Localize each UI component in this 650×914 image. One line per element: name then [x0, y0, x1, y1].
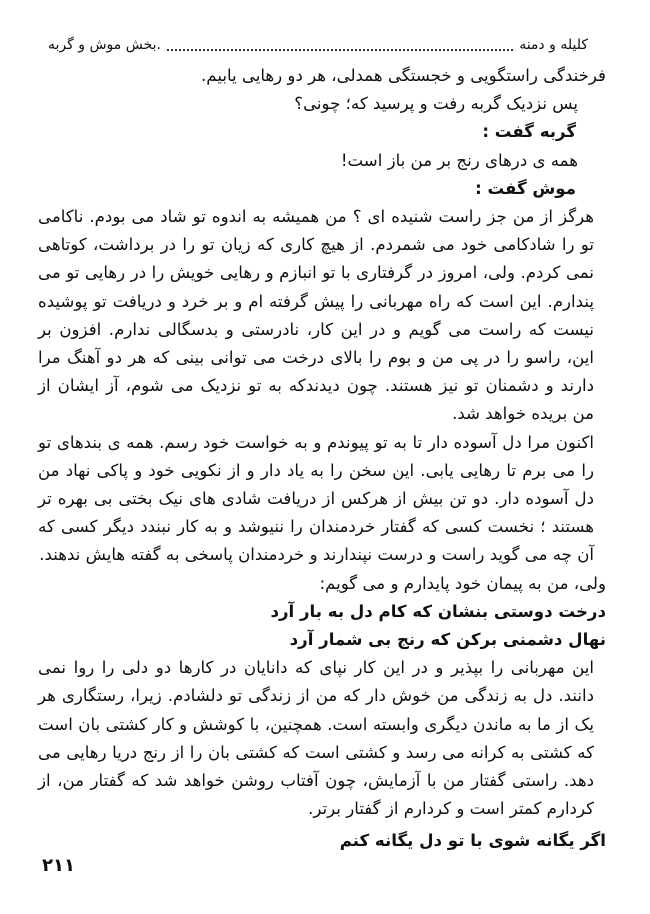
section-title: .بخش موش و گربه [48, 37, 161, 53]
paragraph: اکنون مرا دل آسوده دار تا به تو پیوندم و به خواست خود رسم. همه ی بندهای تو را می برم تا رهایی یابی. این سخن را به یاد دار و از نکویی خود و پاکی نهاد من دل آسوده دار. دو تن بیش از هرکس از دریافت شادی های نیک بختی بی بهره تر هستند ؛ نخست کسی که گفتار خردمندان را ننیوشد و به کار نبندد دیگر کسی که آن چه می گوید راست و درست نپندارند و خردمندان پاسخی به گفته هایش ندهند. [38, 432, 594, 565]
paragraph: ولی، من به پیمان خود پایدارم و می گویم: [319, 573, 606, 593]
paragraph: این مهربانی را بپذیر و در این کار نپای که دانایان در کارها دو دلی را روا نمی دانند. دل به زندگی من خوش دار که من از زندگی تو دلشادم. زیرا، رستگاری هر یک از ما به ماندن دیگری وابسته است. همچنین، با کوشش و کار کشتی بان است که کشتی به کرانه می رسد و کشتی است که کشتی بان را از رنج دریا رهایی می دهد. راستی گفتار من با آزمایش، چون آفتاب روشن خواهد شد که گفتار من، از کردارم کمتر است و کردارم از گفتار برتر. [38, 658, 594, 819]
header-dotted-leader [167, 39, 513, 51]
verse-line: نهال دشمنی برکن که رنج بی شمار آرد [289, 630, 606, 650]
book-title: کلیله و دمنه [519, 37, 588, 53]
page-body [38, 62, 606, 856]
paragraph: هرگز از من جز راست شنیده ای ؟ من همیشه به اندوه تو شاد می بودم. ناکامی تو را شادکامی خود می شمردم. از هیچ کاری که زیان تو را در برداشت، کوتاهی نمی کردم. ولی، امروز در گرفتاری با تو انبازم و رهایی خویش را در رهایی تو می پندارم. این است که راه مهربانی را پیش گرفته ام و بر خرد و دریافت تو پوشیده نیست که راست می گویم و در این کار، نادرستی و بدسگالی ندارم. افزون بر این، راسو را در پی من و بوم را بالای درخت می توانی بینی که هر دو آهنگ مرا دارند و دشمنان تو نیز هستند. چون دیدندکه به تو نزدیک می شوم، آز ایشان از من بریده خواهد شد. [38, 207, 594, 424]
speaker-label: گربه گفت : [482, 122, 576, 142]
speaker-label: موش گفت : [475, 178, 576, 198]
verse-line: درخت دوستی بنشان که کام دل به بار آرد [270, 601, 606, 621]
running-header [48, 34, 588, 56]
page-number: ۲۱۱ [42, 855, 75, 876]
paragraph: همه ی درهای رنج بر من باز است! [340, 150, 578, 170]
paragraph: فرخندگی راستگویی و خجستگی همدلی، هر دو رهایی یابیم. [201, 66, 606, 85]
paragraph: پس نزدیک گربه رفت و پرسید که؛ چونی؟ [294, 94, 578, 114]
verse-line: اگر یگانه شوی با تو دل یگانه کنم [339, 831, 606, 851]
